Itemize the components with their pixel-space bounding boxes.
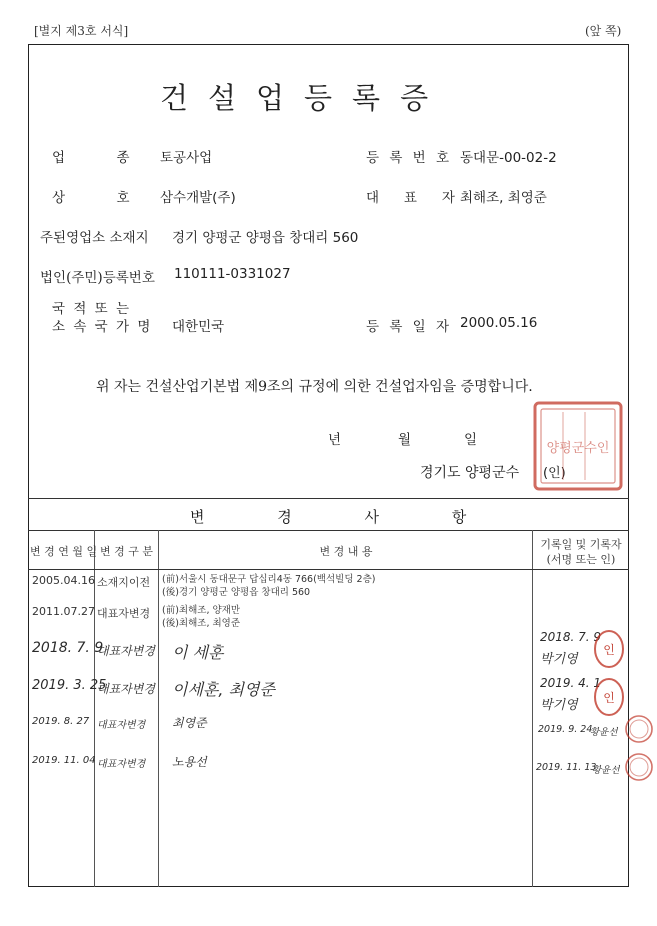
row5-date: 2019. 8. 27 (32, 716, 90, 727)
reg-no-label: 등 록 번 호 (366, 150, 453, 166)
official-seal-icon (532, 400, 624, 492)
row1-after: (後)경기 양평군 양평읍 창대리 560 (162, 587, 311, 598)
row4-record-date: 2019. 4. 1 (540, 676, 602, 690)
row5-content: 최영준 (172, 716, 207, 730)
changes-title: 변 경 사 항 (190, 508, 467, 526)
office-value: 경기 양평군 양평읍 창대리 560 (172, 230, 359, 246)
trade-name-label: 상 호 (52, 190, 130, 206)
col-header-record: 기록일 및 기록자 (540, 538, 622, 551)
nationality-value: 대한민국 (172, 319, 225, 335)
approval-stamp-icon (624, 712, 654, 746)
issuer-name: 경기도 양평군수 (420, 465, 520, 481)
row2-date: 2011.07.27 (32, 605, 95, 618)
row3-record-name: 박기영 (540, 652, 578, 667)
row3-record-date: 2018. 7. 9 (540, 630, 602, 644)
row2-before: (前)최해조, 양재만 (162, 605, 241, 616)
issuer-seal-mark: (인) (543, 466, 566, 481)
row1-type: 소재지이전 (97, 576, 151, 589)
row6-content: 노용선 (172, 755, 207, 769)
row4-type: 대표자변경 (97, 682, 155, 696)
approval-stamp-icon (624, 750, 654, 784)
nationality-label-line1: 국 적 또 는 (52, 301, 132, 317)
row6-date: 2019. 11. 04 (32, 755, 96, 766)
row5-record-date: 2019. 9. 24 (538, 724, 593, 735)
approval-stamp-text-2: 인 (603, 691, 615, 705)
trade-name-value: 삼수개발(주) (160, 190, 236, 206)
approval-stamp-icon (592, 628, 626, 670)
reg-no-value: 동대문-00-02-2 (460, 150, 557, 166)
col-header-content: 변 경 내 용 (319, 545, 373, 558)
row3-type: 대표자변경 (97, 644, 155, 658)
certification-text: 위 자는 건설산업기본법 제9조의 규정에 의한 건설업자임을 증명합니다. (96, 379, 533, 395)
representative-label: 대 표 자 (366, 190, 458, 206)
document-title: 건설업등록증 (160, 81, 449, 115)
official-seal-text: 양평군수인 (546, 441, 610, 456)
row4-record-name: 박기영 (540, 698, 578, 713)
date-year-label: 년 (328, 432, 342, 448)
col-header-record-sub: (서명 또는 인) (546, 553, 616, 566)
col-divider-2 (158, 530, 159, 887)
form-number-label: [별지 제3호 서식] (34, 24, 129, 38)
corp-no-label: 법인(주민)등록번호 (40, 270, 155, 286)
section-divider (28, 498, 629, 499)
date-day-label: 일 (464, 432, 478, 448)
header-row-divider (28, 569, 629, 570)
row6-record-date: 2019. 11. 13 (536, 762, 597, 773)
row6-type: 대표자변경 (97, 759, 146, 770)
business-type-label: 업 종 (52, 150, 130, 166)
date-month-label: 월 (398, 432, 412, 448)
row5-record-name: 황윤선 (590, 727, 618, 738)
row2-after: (後)최해조, 최영준 (162, 618, 241, 629)
row3-content: 이 세훈 (172, 643, 224, 662)
page-side-label: (앞 쪽) (585, 24, 622, 38)
col-header-type: 변 경 구 분 (100, 545, 153, 558)
row5-type: 대표자변경 (97, 720, 146, 731)
col-header-date: 변 경 연 월 일 (30, 545, 98, 558)
row3-date: 2018. 7. 9 (32, 640, 104, 656)
reg-date-value: 2000.05.16 (460, 315, 538, 331)
row6-record-name: 황윤선 (592, 765, 620, 776)
row1-date: 2005.04.16 (32, 574, 95, 587)
reg-date-label: 등 록 일 자 (366, 319, 453, 335)
row4-date: 2019. 3. 25 (32, 678, 107, 693)
business-type-value: 토공사업 (160, 150, 213, 166)
row1-before: (前)서울시 동대문구 답십리4동 766(백석빌딩 2층) (162, 574, 376, 585)
corp-no-value: 110111-0331027 (174, 266, 291, 282)
nationality-label-line2: 소 속 국 가 명 (52, 319, 153, 335)
changes-title-divider (28, 530, 629, 531)
approval-stamp-icon (592, 676, 626, 718)
representative-value: 최해조, 최영준 (460, 190, 547, 206)
row4-content: 이세훈, 최영준 (172, 680, 275, 699)
office-label: 주된영업소 소재지 (40, 230, 149, 246)
approval-stamp-text-1: 인 (603, 643, 615, 657)
row2-type: 대표자변경 (97, 607, 151, 620)
col-divider-3 (532, 530, 533, 887)
